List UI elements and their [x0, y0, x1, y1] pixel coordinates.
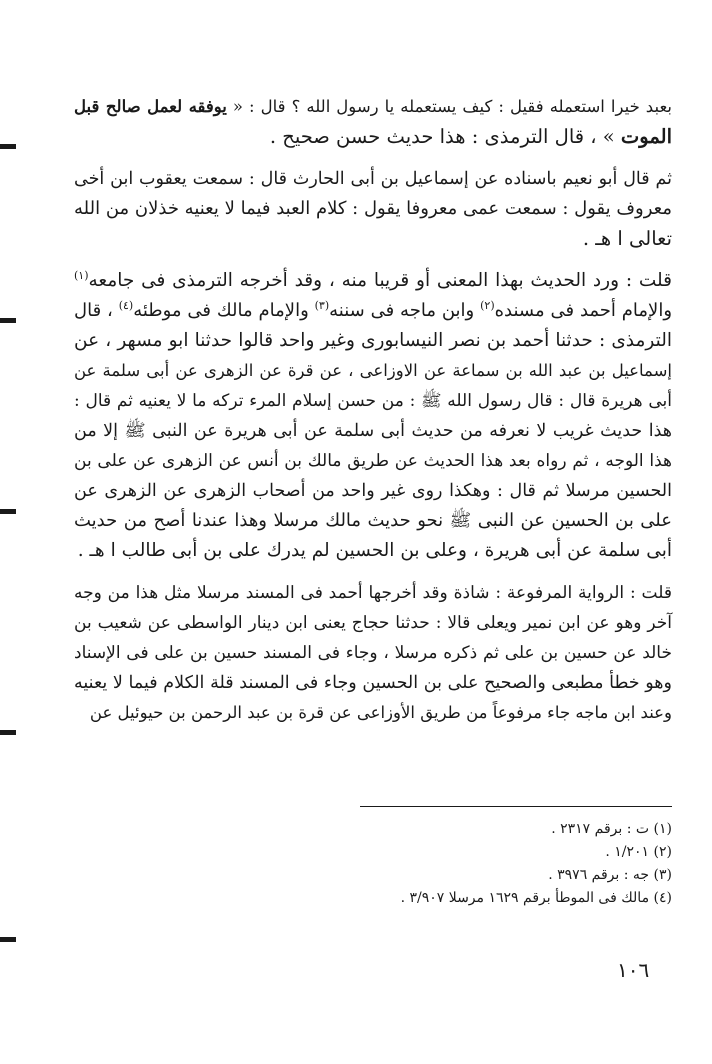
text-run: معروف يقول : سمعت عمى معروفا يقول : كلام العبد فيما لا يعنيه خذلان من الله [74, 198, 672, 219]
text-run: قلت : الرواية المرفوعة : شاذة وقد أخرجها أحمد فى المسند مرسلا مثل هذا من وجه [74, 583, 672, 603]
footnote-separator [360, 806, 672, 807]
margin-mark [0, 318, 16, 323]
bold-text: الموت [620, 125, 672, 148]
paragraph [74, 578, 672, 728]
margin-mark [0, 730, 16, 735]
text-line [74, 608, 672, 638]
text-run: قلت : ورد الحديث بهذا المعنى أو قريبا منه ، وقد أخرجه الترمذى فى جامعه [88, 270, 672, 291]
text-run: خالد عن حسين بن على ثم ذكره مرسلا ، وجاء فى المسند حسين بن على فى الإسناد [74, 643, 672, 663]
text-run: هذا حديث غريب لا نعرفه من حديث أبى سلمة عن أبى هريرة عن النبى ﷺ إلا من [74, 421, 672, 441]
text-line [74, 224, 672, 254]
margin-mark [0, 937, 16, 942]
text-run: آخر وهو عن ابن نمير ويعلى قالا : حدثنا حجاج يعنى ابن دينار الواسطى عن شعيب بن [74, 613, 672, 633]
text-line [74, 446, 672, 476]
text-run: على بن الحسين عن النبى ﷺ نحو حديث مالك مرسلا وهذا عندنا أصح من حديث [74, 510, 672, 531]
text-run: وهو خطأ مطبعى والصحيح على بن الحسين وجاء فى المسند قلة الكلام فيما لا يعنيه [74, 673, 672, 693]
footnote-ref: (١) [74, 268, 89, 282]
text-run: تعالى ا هـ . [582, 227, 672, 250]
footnote-3: (٣) جه : برقم ٣٩٧٦ . [548, 867, 672, 883]
text-run: بعبد خيرا استعمله فقيل : كيف يستعمله يا رسول الله ؟ قال : « [226, 97, 673, 116]
text-run: الحسين مرسلا ثم قال : وهكذا روى غير واحد من أصحاب الزهرى عن الزهرى عن [74, 481, 672, 501]
text-run: والإمام مالك فى موطئه [133, 300, 315, 321]
text-line [74, 668, 672, 698]
text-run: وعند ابن ماجه جاء مرفوعاً من طريق الأوزاعى عن قرة بن عبد الرحمن بن حيوئيل عن [89, 703, 672, 722]
margin-mark [0, 144, 16, 149]
text-line [74, 122, 672, 152]
footnote-ref: (٢) [480, 299, 495, 312]
text-line [74, 386, 672, 416]
page-number: ١٠٦ [617, 958, 650, 982]
paragraph [74, 164, 672, 254]
footnote-4: (٤) مالك فى الموطأ برقم ١٦٢٩ مرسلا ٣/٩٠٧ . [400, 890, 672, 906]
footnote-ref: (٣) [314, 299, 330, 312]
text-line [74, 92, 672, 122]
text-run: » ، قال الترمذى : هذا حديث حسن صحيح . [269, 125, 621, 148]
text-line [74, 416, 672, 446]
text-run: ، قال [74, 300, 119, 321]
text-run: الترمذى : حدثنا أحمد بن نصر النيسابورى وغير واحد قالوا حدثنا ابو مسهر ، عن [74, 330, 672, 351]
text-line [74, 164, 672, 194]
paragraph [74, 92, 672, 152]
text-line [74, 476, 672, 506]
text-line [74, 506, 672, 536]
footnotes [200, 818, 672, 910]
text-line [74, 326, 672, 356]
text-run: ثم قال أبو نعيم باسناده عن إسماعيل بن أبى الحارث قال : سمعت يعقوب ابن أخى [74, 169, 672, 189]
text-line [74, 356, 672, 386]
text-run: وابن ماجه فى سننه [329, 300, 481, 321]
text-line [74, 194, 672, 224]
text-run: والإمام أحمد فى مسنده [494, 300, 673, 321]
bold-text: يوفقه لعمل صالح قبل [74, 97, 227, 116]
text-line [74, 266, 672, 296]
text-run: هذا الوجه ، ثم رواه بعد هذا الحديث عن طريق مالك بن أنس عن الزهرى عن على بن [74, 451, 672, 471]
text-run: إسماعيل بن عبد الله بن سماعة عن الاوزاعى ، عن قرة عن الزهرى عن أبى سلمة عن [74, 361, 672, 380]
footnote-1: (١) ت : برقم ٢٣١٧ . [551, 821, 672, 837]
margin-mark [0, 509, 16, 514]
text-run: أبى سلمة عن أبى هريرة ، وعلى بن الحسين لم يدرك على بن أبى طالب ا هـ . [77, 540, 672, 561]
text-line [74, 698, 672, 728]
text-line [74, 578, 672, 608]
text-line [74, 536, 672, 566]
footnote-2: (٢) ١/٢٠١ . [605, 844, 672, 860]
paragraph [74, 266, 672, 566]
footnote-ref: (٤) [118, 299, 134, 312]
text-run: أبى هريرة قال : قال رسول الله ﷺ : من حسن إسلام المرء تركه ما لا يعنيه ثم قال : [74, 391, 672, 411]
text-line [74, 638, 672, 668]
text-line [74, 296, 672, 326]
main-text [74, 92, 672, 740]
